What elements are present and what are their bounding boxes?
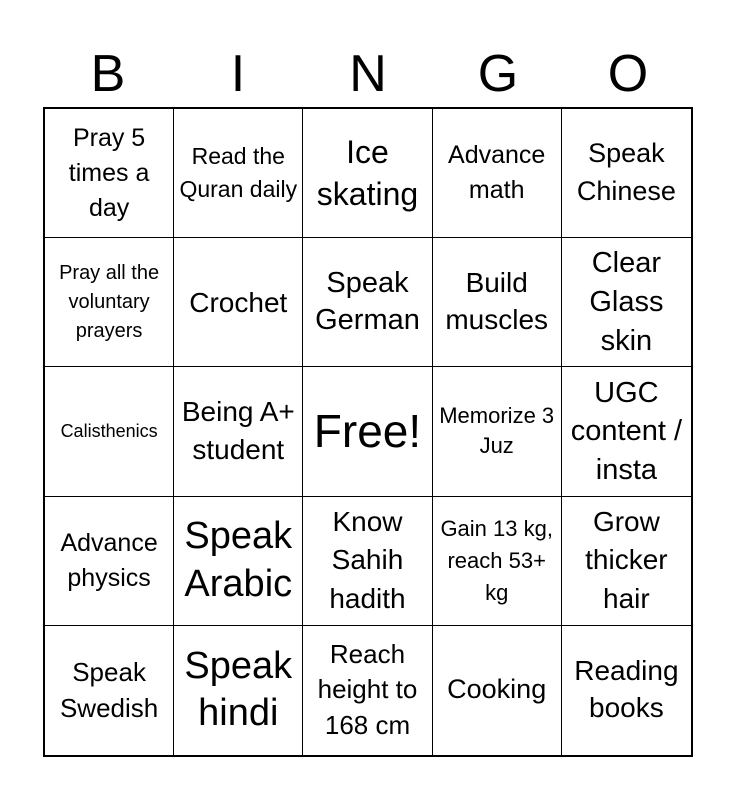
- cell-label: Build muscles: [445, 267, 549, 336]
- bingo-cell[interactable]: [433, 626, 562, 755]
- bingo-cell[interactable]: [303, 109, 432, 238]
- header-letter-g: G: [477, 45, 519, 103]
- cell-label: Free!: [313, 405, 422, 458]
- cell-label: Gain 13 kg, reach 53+ kg: [440, 515, 553, 605]
- cell-label: Speak German: [315, 266, 420, 337]
- cell-label: Speak Arabic: [184, 514, 293, 605]
- bingo-cell[interactable]: [433, 238, 562, 367]
- bingo-cell[interactable]: [433, 497, 562, 626]
- bingo-cell[interactable]: [303, 238, 432, 367]
- bingo-cell[interactable]: [174, 367, 303, 496]
- cell-label: Speak hindi: [184, 644, 293, 735]
- cell-label: Memorize 3 Juz: [439, 402, 555, 459]
- bingo-cell[interactable]: [174, 238, 303, 367]
- cell-label: Cooking: [447, 674, 547, 705]
- cell-label: UGC content / insta: [570, 376, 683, 486]
- bingo-cell[interactable]: [433, 367, 562, 496]
- cell-label: Speak Swedish: [59, 657, 159, 724]
- cell-label: Crochet: [189, 286, 288, 318]
- bingo-cell[interactable]: [174, 626, 303, 755]
- bingo-cell[interactable]: [562, 367, 691, 496]
- cell-label: Clear Glass skin: [589, 247, 664, 357]
- bingo-cell[interactable]: [174, 497, 303, 626]
- cell-label: Know Sahih hadith: [329, 505, 406, 614]
- header-letter-o: O: [607, 45, 649, 103]
- cell-label: Being A+ student: [181, 396, 295, 466]
- cell-label: Calisthenics: [60, 421, 158, 442]
- bingo-cell[interactable]: [45, 109, 174, 238]
- bingo-cell[interactable]: [303, 367, 432, 496]
- cell-label: Speak Chinese: [576, 138, 676, 207]
- bingo-cell[interactable]: [562, 238, 691, 367]
- bingo-cell[interactable]: [433, 109, 562, 238]
- bingo-cell[interactable]: [45, 367, 174, 496]
- bingo-cell[interactable]: [45, 626, 174, 755]
- cell-label: Ice skating: [316, 133, 419, 213]
- cell-label: Advance physics: [60, 528, 158, 592]
- bingo-header: [43, 40, 693, 108]
- cell-label: Pray all the voluntary prayers: [59, 261, 160, 342]
- bingo-cell[interactable]: [303, 497, 432, 626]
- bingo-board: [43, 107, 693, 757]
- bingo-cell[interactable]: [174, 109, 303, 238]
- cell-label: Pray 5 times a day: [68, 123, 150, 222]
- header-letter-n: N: [349, 45, 387, 103]
- cell-label: Reading books: [574, 655, 679, 724]
- header-letter-b: B: [90, 45, 126, 103]
- header-letter-i: I: [230, 45, 246, 103]
- bingo-cell[interactable]: [562, 497, 691, 626]
- cell-label: Read the Quran daily: [179, 142, 298, 203]
- cell-label: Advance math: [448, 141, 546, 205]
- cell-label: Reach height to 168 cm: [317, 638, 418, 741]
- bingo-cell[interactable]: [562, 626, 691, 755]
- bingo-cell[interactable]: [45, 238, 174, 367]
- bingo-cell[interactable]: [45, 497, 174, 626]
- cell-label: Grow thicker hair: [585, 505, 668, 614]
- bingo-cell[interactable]: [303, 626, 432, 755]
- bingo-cell[interactable]: [562, 109, 691, 238]
